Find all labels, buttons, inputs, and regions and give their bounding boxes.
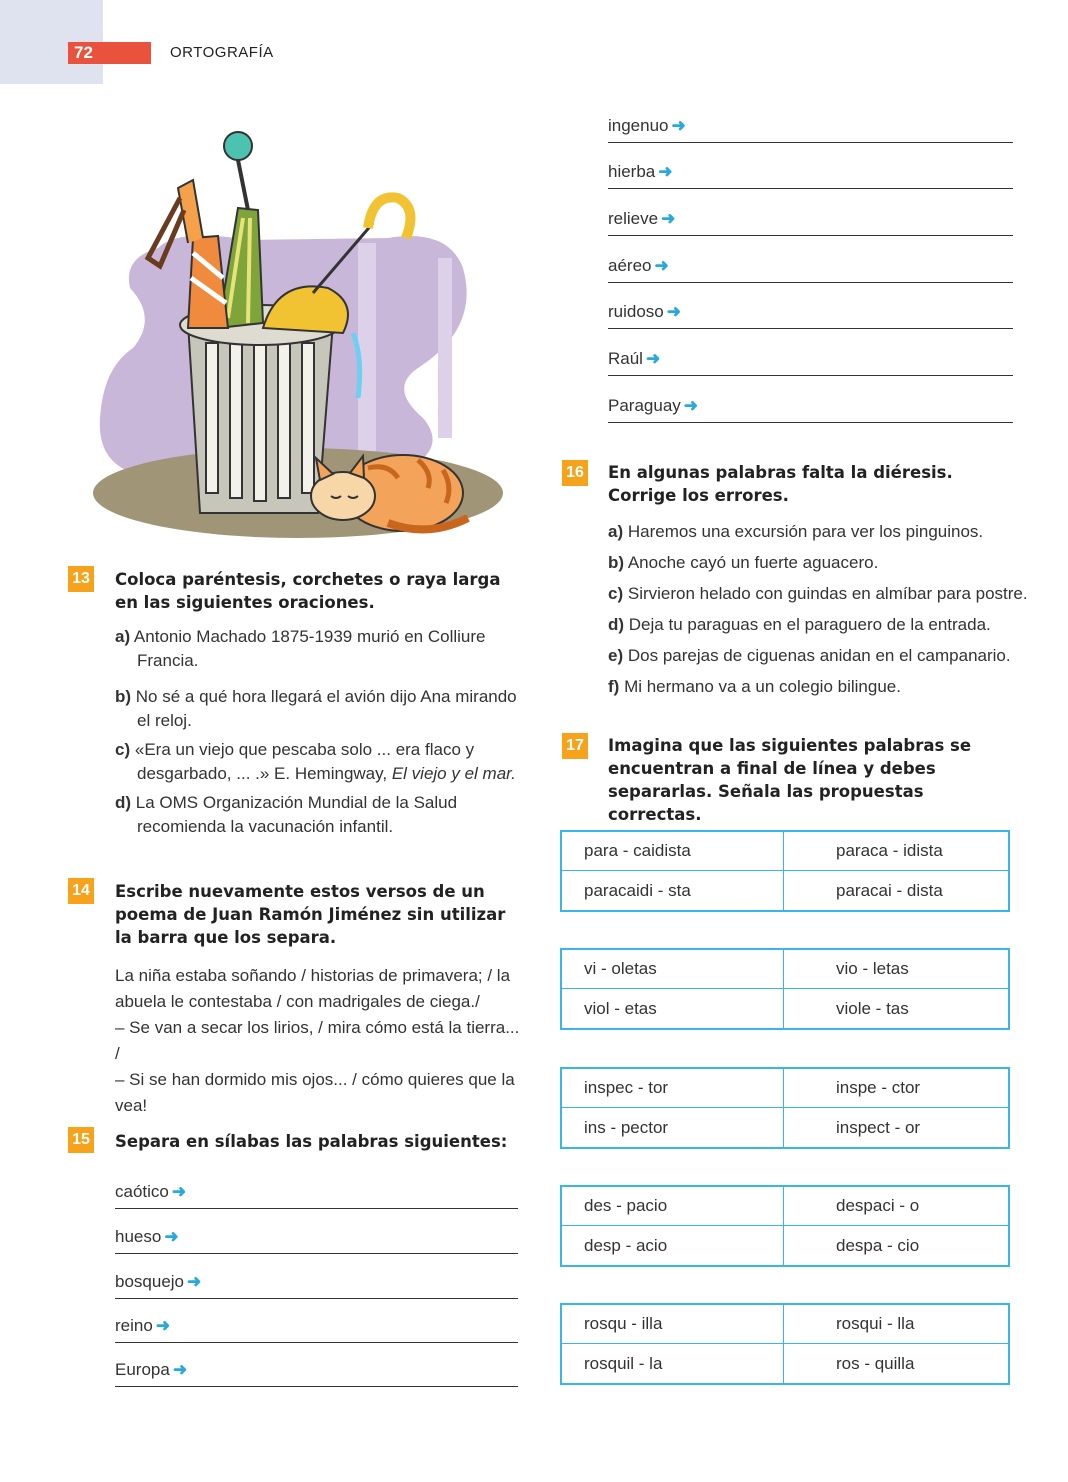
item-text: No sé a qué hora llegará el avión dijo Ana mirando — [135, 687, 517, 706]
syllable-answer-line[interactable] — [608, 256, 1013, 283]
item-letter: b) — [608, 553, 625, 572]
arrow-right-icon: ➜ — [661, 209, 676, 228]
hyphenation-options-table — [560, 948, 1010, 1030]
word-label: hueso — [115, 1227, 162, 1246]
arrow-right-icon: ➜ — [658, 162, 673, 181]
item-letter: a) — [608, 522, 624, 541]
syllable-answer-line[interactable] — [115, 1272, 518, 1299]
syllable-answer-line[interactable] — [115, 1316, 518, 1343]
syllable-answer-line[interactable] — [608, 302, 1013, 329]
exercise-15-number: 15 — [68, 1127, 94, 1153]
hyphenation-option[interactable]: paraca - idista — [784, 832, 1008, 871]
umbrella-stand-illustration — [88, 118, 516, 543]
word-label: hierba — [608, 162, 656, 181]
poem-line: La niña estaba soñando / historias de primavera; / la — [115, 966, 511, 985]
exercise-16-item-a — [608, 520, 983, 544]
exercise-13-item-a — [115, 625, 525, 673]
syllable-answer-line[interactable] — [608, 349, 1013, 376]
item-text: «Era un viejo que pescaba solo ... era flaco y — [134, 740, 475, 759]
syllable-answer-line[interactable] — [608, 162, 1013, 189]
arrow-right-icon: ➜ — [171, 1182, 187, 1201]
hyphenation-option[interactable]: des - pacio — [562, 1187, 784, 1226]
hyphenation-option[interactable]: ins - pector — [562, 1108, 784, 1147]
syllable-answer-line[interactable] — [115, 1360, 518, 1387]
exercise-16-item-d — [608, 613, 991, 637]
item-text-cont: el reloj. — [137, 711, 192, 730]
hyphenation-options-table — [560, 1303, 1010, 1385]
poem-line: vea! — [115, 1096, 148, 1115]
arrow-right-icon: ➜ — [671, 116, 686, 135]
word-label: caótico — [115, 1182, 169, 1201]
umbrella-knob — [224, 132, 252, 160]
exercise-13-item-d — [115, 791, 525, 839]
item-letter: a) — [115, 627, 131, 646]
arrow-right-icon: ➜ — [645, 349, 661, 368]
word-label: Paraguay — [608, 396, 681, 415]
exercise-16-item-e — [608, 644, 1011, 668]
hyphenation-option[interactable]: viole - tas — [836, 998, 909, 1018]
exercise-13-item-b — [115, 685, 525, 733]
hyphenation-options-table — [560, 830, 1010, 912]
arrow-right-icon: ➜ — [164, 1227, 179, 1246]
item-text: Dos parejas de ciguenas anidan en el campanario. — [627, 646, 1011, 665]
hyphenation-option[interactable]: rosqu - illa — [562, 1305, 784, 1344]
word-label: Europa — [115, 1360, 170, 1379]
hyphenation-option[interactable]: inspe - ctor — [784, 1069, 1008, 1108]
page-number: 72 — [68, 42, 151, 64]
word-label: relieve — [608, 209, 659, 228]
exercise-16-item-b — [608, 551, 878, 575]
hyphenation-options-table — [560, 1185, 1010, 1267]
item-text: Haremos una excursión para ver los pinguinos. — [627, 522, 984, 541]
exercise-13-title: Coloca paréntesis, corchetes o raya larga en las siguientes oraciones. — [115, 570, 501, 612]
exercise-13-number: 13 — [68, 566, 94, 592]
hyphenation-option[interactable]: viol - etas — [562, 989, 784, 1028]
word-label: aéreo — [608, 256, 652, 275]
exercise-17-title: Imagina que las siguientes palabras se encuentran a final de línea y debes separarlas. Señala las propuestas correctas. — [608, 736, 972, 824]
word-label: Raúl — [608, 349, 643, 368]
exercise-16-number: 16 — [562, 460, 588, 486]
exercise-17-number: 17 — [562, 733, 588, 759]
exercise-14-number: 14 — [68, 878, 94, 904]
arrow-right-icon: ➜ — [654, 256, 669, 275]
item-text: Mi hermano va a un colegio bilingue. — [624, 677, 901, 696]
exercise-15-title: Separa en sílabas las palabras siguientes: — [115, 1132, 508, 1151]
item-letter: d) — [115, 793, 132, 812]
hyphenation-option[interactable]: desp - acio — [562, 1226, 784, 1265]
exercise-13-item-c — [115, 738, 525, 786]
poem-text — [115, 963, 525, 1119]
hyphenation-option[interactable]: inspect - or — [836, 1117, 921, 1137]
hyphenation-option[interactable]: inspec - tor — [562, 1069, 784, 1108]
word-label: bosquejo — [115, 1272, 185, 1291]
item-text: Anoche cayó un fuerte aguacero. — [627, 553, 879, 572]
item-letter: b) — [115, 687, 132, 706]
book-title: El viejo y el mar. — [391, 764, 516, 783]
syllable-answer-line[interactable] — [115, 1182, 518, 1209]
item-text-cont: recomienda la vacunación infantil. — [137, 817, 394, 836]
item-letter: c) — [608, 584, 624, 603]
arrow-right-icon: ➜ — [172, 1360, 188, 1379]
syllable-answer-line[interactable] — [608, 396, 1013, 423]
item-text: La OMS Organización Mundial de la Salud — [135, 793, 458, 812]
syllable-answer-line[interactable] — [608, 209, 1013, 236]
poem-line: abuela le contestaba / con madrigales de ciega./ — [115, 992, 480, 1011]
hyphenation-option[interactable]: ros - quilla — [836, 1353, 915, 1373]
item-text: Sirvieron helado con guindas en almíbar para postre. — [627, 584, 1028, 603]
syllable-answer-line[interactable] — [115, 1227, 518, 1254]
item-letter: c) — [115, 740, 131, 759]
hyphenation-option[interactable]: vi - oletas — [562, 950, 784, 989]
word-label: ruidoso — [608, 302, 664, 321]
word-label: reino — [115, 1316, 153, 1335]
item-text: Antonio Machado 1875-1939 murió en Colliure — [133, 627, 486, 646]
hyphenation-option[interactable]: despa - cio — [836, 1235, 920, 1255]
hyphenation-option[interactable]: vio - letas — [784, 950, 1008, 989]
word-label: ingenuo — [608, 116, 669, 135]
exercise-16-item-c — [608, 582, 1028, 606]
item-text-cont: desgarbado, ... .» E. Hemingway, — [137, 764, 392, 783]
hyphenation-option[interactable]: paracaidi - sta — [562, 871, 784, 910]
exercise-16-item-f — [608, 675, 901, 699]
hyphenation-option[interactable]: despaci - o — [784, 1187, 1008, 1226]
hyphenation-options-table — [560, 1067, 1010, 1149]
arrow-right-icon: ➜ — [683, 396, 699, 415]
item-text: Deja tu paraguas en el paraguero de la entrada. — [628, 615, 991, 634]
syllable-answer-line[interactable] — [608, 116, 1013, 143]
item-text-cont: Francia. — [137, 651, 199, 670]
section-title: ORTOGRAFÍA — [170, 44, 274, 61]
arrow-right-icon: ➜ — [187, 1272, 202, 1291]
item-letter: e) — [608, 646, 624, 665]
item-letter: f) — [608, 677, 620, 696]
poem-line: – Si se han dormido mis ojos... / cómo quieres que la — [115, 1070, 515, 1089]
hyphenation-option[interactable]: para - caidista — [562, 832, 784, 871]
exercise-14-title: Escribe nuevamente estos versos de un poema de Juan Ramón Jiménez sin utilizar la barra que los separa. — [115, 882, 506, 947]
poem-line: – Se van a secar los lirios, / mira cómo está la tierra... / — [115, 1018, 520, 1063]
hyphenation-option[interactable]: paracai - dista — [836, 880, 943, 900]
exercise-16-title: En algunas palabras falta la diéresis. Corrige los errores. — [608, 463, 953, 505]
hyphenation-option[interactable]: rosqui - lla — [784, 1305, 1008, 1344]
arrow-right-icon: ➜ — [666, 302, 682, 321]
arrow-right-icon: ➜ — [155, 1316, 171, 1335]
item-letter: d) — [608, 615, 625, 634]
hyphenation-option[interactable]: rosquil - la — [562, 1344, 784, 1383]
